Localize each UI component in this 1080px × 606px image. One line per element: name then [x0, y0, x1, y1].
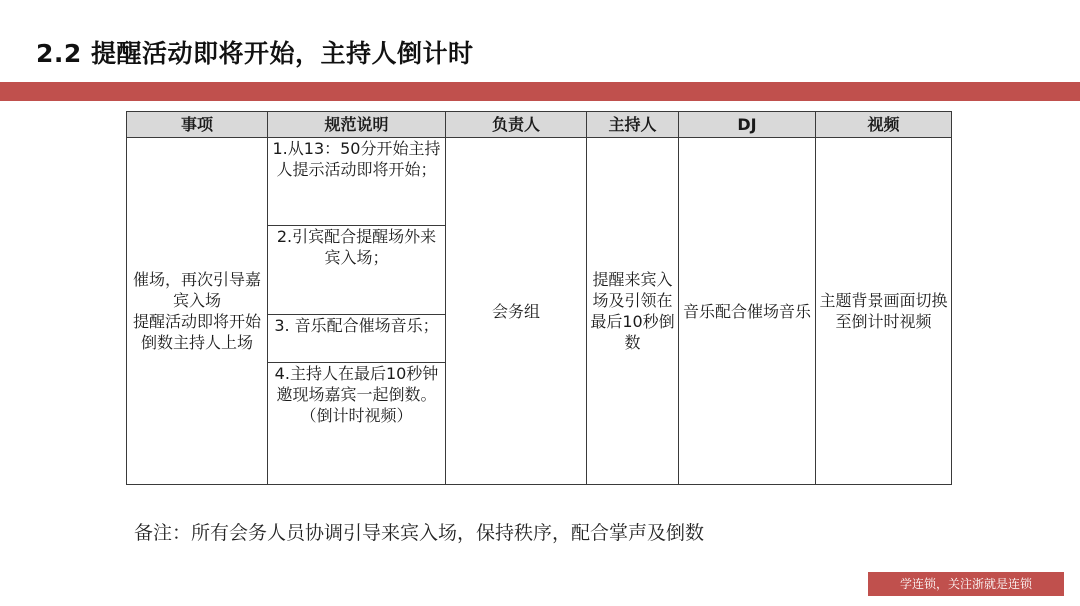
owner-cell: 会务组 — [446, 138, 587, 485]
header-item: 事项 — [127, 112, 268, 138]
item-cell: 催场，再次引导嘉宾入场 提醒活动即将开始 倒数主持人上场 — [127, 138, 268, 485]
header-owner: 负责人 — [446, 112, 587, 138]
title-divider-bar — [0, 82, 1080, 101]
table-row — [127, 138, 952, 226]
schedule-table — [126, 111, 952, 485]
spec-step-3: 3. 音乐配合催场音乐； — [268, 315, 446, 363]
slide-title: 2.2 提醒活动即将开始，主持人倒计时 — [36, 39, 474, 68]
header-dj: DJ — [679, 112, 816, 138]
spec-step-2: 2.引宾配合提醒场外来宾入场； — [268, 226, 446, 315]
header-video: 视频 — [816, 112, 952, 138]
footnote: 备注：所有会务人员协调引导来宾入场，保持秩序，配合掌声及倒数 — [134, 522, 705, 544]
spec-step-4: 4.主持人在最后10秒钟邀现场嘉宾一起倒数。（倒计时视频） — [268, 363, 446, 485]
header-spec: 规范说明 — [268, 112, 446, 138]
dj-cell: 音乐配合催场音乐 — [679, 138, 816, 485]
brand-badge: 学连锁，关注浙就是连锁 — [868, 572, 1064, 596]
table-header-row — [127, 112, 952, 138]
spec-step-1: 1.从13：50分开始主持人提示活动即将开始； — [268, 138, 446, 226]
video-cell: 主题背景画面切换至倒计时视频 — [816, 138, 952, 485]
header-host: 主持人 — [587, 112, 679, 138]
host-cell: 提醒来宾入场及引领在最后10秒倒数 — [587, 138, 679, 485]
